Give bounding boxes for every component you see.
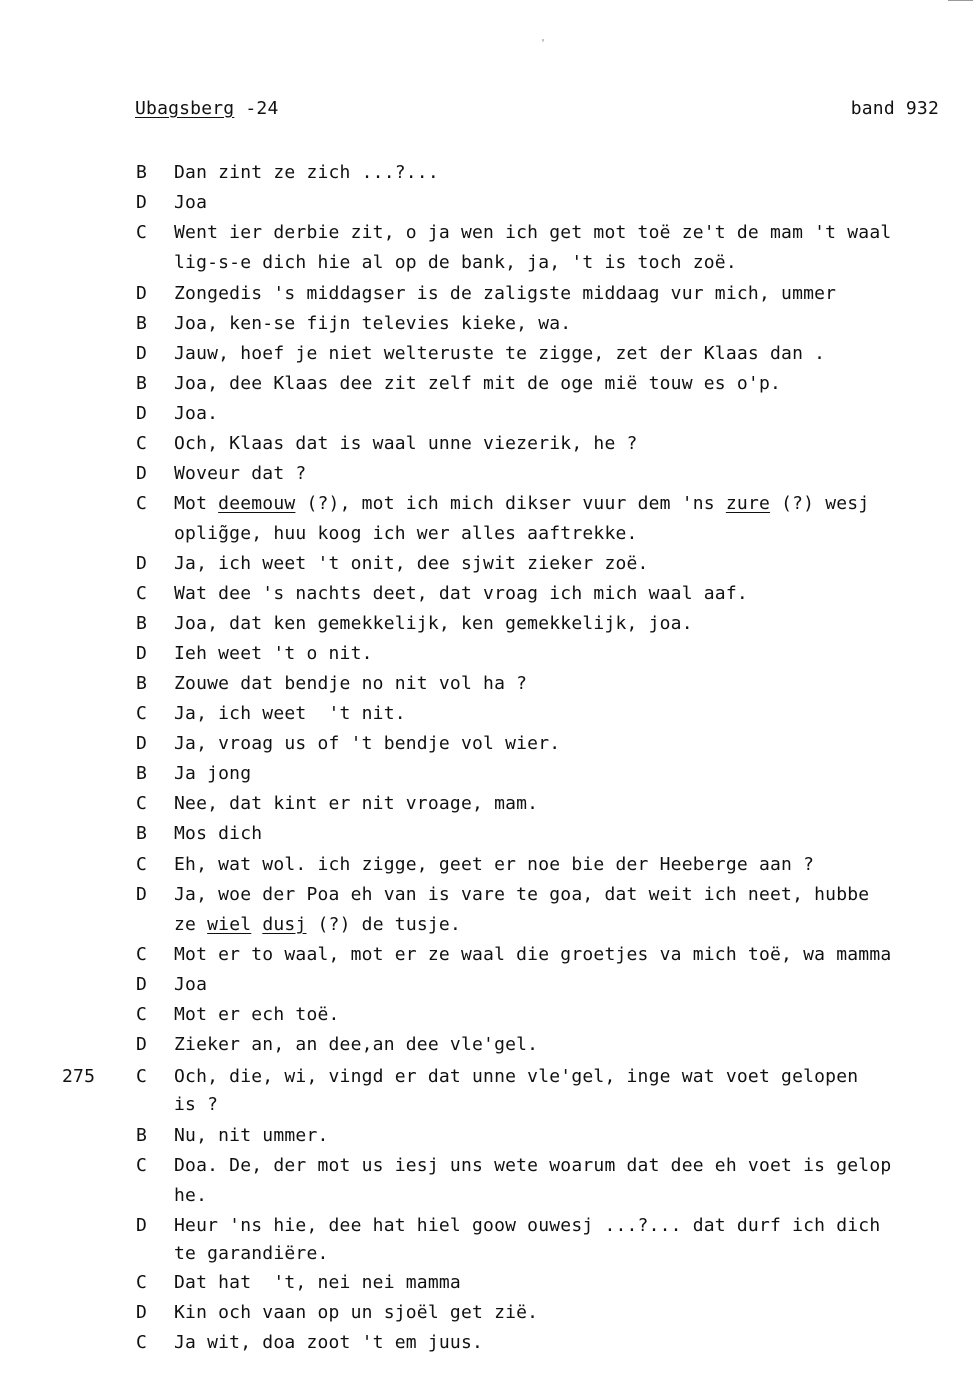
speaker-label: B <box>136 313 148 334</box>
text-segment: he. <box>174 1185 208 1206</box>
utterance-text <box>174 313 571 334</box>
speaker-label: C <box>136 583 148 604</box>
transcript-line <box>0 1004 973 1030</box>
text-segment: Dan zint ze zich ...?... <box>174 162 439 183</box>
scan-speck: ' <box>540 38 547 49</box>
utterance-text <box>174 1302 538 1323</box>
utterance-text <box>174 1243 329 1264</box>
transcript-line <box>0 944 973 970</box>
transcript-line <box>0 283 973 309</box>
transcript-line <box>0 1155 973 1181</box>
text-segment: Joa, dat ken gemekkelijk, ken gemekkelijk, joa. <box>174 613 693 634</box>
transcript-line <box>0 703 973 729</box>
transcript-line <box>0 192 973 218</box>
utterance-text <box>174 1125 329 1146</box>
transcript-line <box>0 373 973 399</box>
text-segment: oplig̃ge, huu koog ich wer alles aaftrekke. <box>174 523 638 544</box>
text-segment: Mot <box>174 493 219 514</box>
transcript-line <box>0 403 973 429</box>
utterance-text <box>174 162 439 183</box>
text-segment: (?), mot ich mich dikser vuur dem 'ns <box>295 493 726 514</box>
transcript-line <box>0 1125 973 1151</box>
utterance-text <box>174 1004 340 1025</box>
speaker-label: D <box>136 643 148 664</box>
transcript-line <box>0 643 973 669</box>
utterance-text <box>174 433 638 454</box>
transcript-line <box>0 1185 973 1211</box>
speaker-label: D <box>136 343 148 364</box>
text-segment: Ja wit, doa zoot 't em juus. <box>174 1332 484 1353</box>
text-segment: Kin och vaan op un sjoël get zië. <box>174 1302 539 1323</box>
line-number: 275 <box>62 1066 96 1087</box>
utterance-text <box>174 733 560 754</box>
transcript-line <box>0 793 973 819</box>
speaker-label: C <box>136 222 148 243</box>
text-segment: Och, Klaas dat is waal unne viezerik, he ? <box>174 433 638 454</box>
transcript-line <box>0 553 973 579</box>
utterance-text <box>174 763 251 784</box>
transcript-line <box>0 884 973 910</box>
text-segment: Och, die, wi, vingd er dat unne vle'gel, inge wat voet gelopen <box>174 1066 859 1087</box>
transcript-line <box>0 1215 973 1241</box>
transcript-line <box>0 1332 973 1358</box>
text-segment: Went ier derbie zit, o ja wen ich get mot toë ze't de mam 't waal <box>174 222 892 243</box>
transcript-line <box>0 733 973 759</box>
transcript-line <box>0 313 973 339</box>
speaker-label: C <box>136 793 148 814</box>
speaker-label: D <box>136 463 148 484</box>
text-segment: Joa, ken-se fijn televies kieke, wa. <box>174 313 572 334</box>
utterance-text <box>174 252 737 273</box>
text-segment: Joa. <box>174 403 219 424</box>
transcript-line <box>0 823 973 849</box>
speaker-label: C <box>136 703 148 724</box>
uncertain-word: dusj <box>262 914 307 935</box>
speaker-label: C <box>136 854 148 875</box>
transcript-line <box>0 673 973 699</box>
speaker-label: D <box>136 1034 148 1055</box>
utterance-text <box>174 463 306 484</box>
speaker-label: B <box>136 823 148 844</box>
utterance-text <box>174 944 891 965</box>
speaker-label: D <box>136 884 148 905</box>
utterance-text <box>174 373 781 394</box>
transcript-line <box>0 1272 973 1298</box>
transcript-line <box>0 1094 973 1120</box>
text-segment: ze <box>174 914 208 935</box>
utterance-text <box>174 1066 858 1087</box>
text-segment: is ? <box>174 1094 219 1115</box>
transcript-line <box>0 854 973 880</box>
text-segment: Joa, dee Klaas dee zit zelf mit de oge mië touw es o'p. <box>174 373 782 394</box>
speaker-label: C <box>136 1066 148 1087</box>
utterance-text <box>174 1272 461 1293</box>
text-segment: Nee, dat kint er nit vroage, mam. <box>174 793 539 814</box>
transcript-line <box>0 523 973 549</box>
utterance-text <box>174 343 825 364</box>
utterance-text <box>174 1155 891 1176</box>
text-segment: Ieh weet 't o nit. <box>174 643 373 664</box>
text-segment: Dat hat 't, nei nei mamma <box>174 1272 461 1293</box>
utterance-text <box>174 703 406 724</box>
text-segment: Ja, ich weet 't nit. <box>174 703 406 724</box>
utterance-text <box>174 1034 538 1055</box>
utterance-text <box>174 884 869 905</box>
text-segment: Heur 'ns hie, dee hat hiel goow ouwesj ...?... dat durf ich dich <box>174 1215 881 1236</box>
text-segment: Joa <box>174 974 208 995</box>
speaker-label: C <box>136 1332 148 1353</box>
speaker-label: D <box>136 283 148 304</box>
text-segment: (?) de tusje. <box>306 914 462 935</box>
utterance-text <box>174 192 207 213</box>
speaker-label: C <box>136 1272 148 1293</box>
utterance-text <box>174 1094 218 1115</box>
transcript-line <box>0 763 973 789</box>
scan-edge <box>948 0 973 1</box>
text-segment <box>251 914 262 935</box>
text-segment: Mot er ech toë. <box>174 1004 340 1025</box>
text-segment: Woveur dat ? <box>174 463 307 484</box>
utterance-text <box>174 1332 483 1353</box>
utterance-text <box>174 854 814 875</box>
utterance-text <box>174 283 836 304</box>
transcript-line <box>0 222 973 248</box>
text-segment: Nu, nit ummer. <box>174 1125 329 1146</box>
text-segment: Zongedis 's middagser is de zaligste middaag vur mich, ummer <box>174 283 837 304</box>
speaker-label: B <box>136 763 148 784</box>
tape-number: band 932 <box>850 98 939 119</box>
text-segment: Mot er to waal, mot er ze waal die groetjes va mich toë, wa mamma <box>174 944 892 965</box>
text-segment: Ja, woe der Poa eh van is vare te goa, dat weit ich neet, hubbe <box>174 884 870 905</box>
speaker-label: C <box>136 433 148 454</box>
text-segment: Doa. De, der mot us iesj uns wete woarum dat dee eh voet is gelop <box>174 1155 892 1176</box>
utterance-text <box>174 613 693 634</box>
utterance-text <box>174 793 538 814</box>
transcript-line <box>0 613 973 639</box>
text-segment: Joa <box>174 192 208 213</box>
speaker-label: C <box>136 1155 148 1176</box>
text-segment: lig-s-e dich hie al op de bank, ja, 't is toch zoë. <box>174 252 737 273</box>
speaker-label: B <box>136 162 148 183</box>
utterance-text <box>174 222 891 243</box>
utterance-text <box>174 1185 207 1206</box>
transcript-line <box>0 583 973 609</box>
transcript-line <box>0 1066 973 1092</box>
text-segment: te garandiëre. <box>174 1243 329 1264</box>
text-segment: Ja jong <box>174 763 252 784</box>
speaker-label: B <box>136 673 148 694</box>
utterance-text <box>174 583 748 604</box>
text-segment: Zieker an, an dee,an dee vle'gel. <box>174 1034 539 1055</box>
text-segment: Ja, ich weet 't onit, dee sjwit zieker zoë. <box>174 553 649 574</box>
speaker-label: D <box>136 974 148 995</box>
transcript-line <box>0 914 973 940</box>
utterance-text <box>174 673 527 694</box>
utterance-text <box>174 523 638 544</box>
text-segment: Zouwe dat bendje no nit vol ha ? <box>174 673 528 694</box>
text-segment: Wat dee 's nachts deet, dat vroag ich mich waal aaf. <box>174 583 748 604</box>
text-segment: Ja, vroag us of 't bendje vol wier. <box>174 733 561 754</box>
transcript-line <box>0 433 973 459</box>
speaker-label: B <box>136 1125 148 1146</box>
transcript-line <box>0 162 973 188</box>
speaker-label: C <box>136 1004 148 1025</box>
speaker-label: B <box>136 613 148 634</box>
utterance-text <box>174 493 869 514</box>
transcript-line <box>0 493 973 519</box>
page-number: -24 <box>234 98 279 119</box>
speaker-label: D <box>136 403 148 424</box>
text-segment: Jauw, hoef je niet welteruste te zigge, zet der Klaas dan . <box>174 343 826 364</box>
place-name: Ubagsberg <box>135 98 235 119</box>
utterance-text <box>174 914 461 935</box>
transcript-line <box>0 1243 973 1269</box>
transcript-line <box>0 1034 973 1060</box>
speaker-label: D <box>136 1215 148 1236</box>
speaker-label: C <box>136 493 148 514</box>
speaker-label: D <box>136 553 148 574</box>
transcript-line <box>0 974 973 1000</box>
utterance-text <box>174 553 649 574</box>
uncertain-word: wiel <box>207 914 252 935</box>
text-segment: (?) wesj <box>770 493 870 514</box>
speaker-label: B <box>136 373 148 394</box>
speaker-label: D <box>136 733 148 754</box>
text-segment: Eh, wat wol. ich zigge, geet er noe bie der Heeberge aan ? <box>174 854 815 875</box>
utterance-text <box>174 823 262 844</box>
uncertain-word: deemouw <box>218 493 296 514</box>
transcript-line <box>0 1302 973 1328</box>
transcript-line <box>0 252 973 278</box>
speaker-label: D <box>136 192 148 213</box>
uncertain-word: zure <box>725 493 771 514</box>
speaker-label: C <box>136 944 148 965</box>
utterance-text <box>174 643 373 664</box>
speaker-label: D <box>136 1302 148 1323</box>
utterance-text <box>174 974 207 995</box>
text-segment: Mos dich <box>174 823 263 844</box>
utterance-text <box>174 403 218 424</box>
transcript-line <box>0 463 973 489</box>
utterance-text <box>174 1215 880 1236</box>
transcript-line <box>0 343 973 369</box>
